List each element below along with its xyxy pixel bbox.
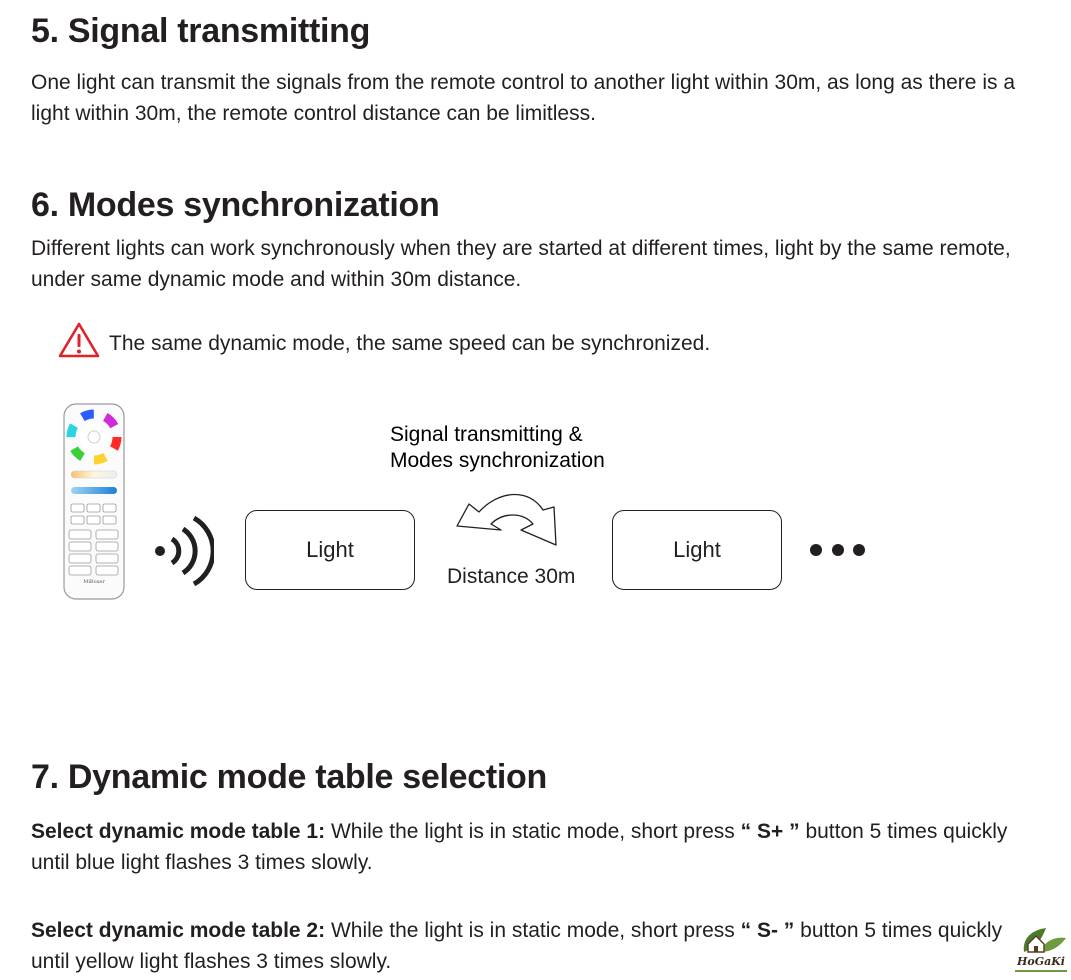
light-label-2: Light: [673, 537, 721, 562]
sync-diagram: [0, 400, 1071, 610]
wireless-signal-icon: [154, 513, 214, 589]
mode-table-1-label: Select dynamic mode table 1:: [31, 820, 326, 843]
diagram-caption: [390, 422, 605, 474]
mode-table-1-text-after: button 5 times quickly until blue light flashes 3 times slowly.: [31, 820, 1008, 874]
hogaki-brand-text: HoGaKi: [1017, 955, 1065, 968]
remote-brand-label: MiBoxer: [83, 579, 105, 585]
mode-table-2-key: “ S- ”: [740, 919, 795, 942]
ellipsis-dot: [853, 544, 865, 556]
remote-control-image: [63, 403, 125, 600]
diagram-caption-line-1: Signal transmitting &: [390, 423, 583, 446]
mode-table-2-paragraph: [31, 915, 1031, 977]
distance-label: Distance 30m: [447, 565, 576, 588]
light-label-1: Light: [306, 537, 354, 562]
mode-table-1-text-before: While the light is in static mode, short press: [330, 820, 735, 843]
mode-table-2-text-before: While the light is in static mode, short press: [330, 919, 735, 942]
ellipsis-dot: [810, 544, 822, 556]
ellipsis-dot: [832, 544, 844, 556]
section-5-body: One light can transmit the signals from the remote control to another light within 30m, as long as there is a light within 30m, the remote control distance can be limitless.: [31, 71, 1015, 125]
mode-table-2-label: Select dynamic mode table 2:: [31, 919, 326, 942]
light-box-2: [612, 510, 782, 590]
hogaki-logo: [1012, 922, 1070, 976]
warning-text: The same dynamic mode, the same speed can be synchronized.: [109, 332, 711, 355]
hogaki-underline: [1015, 970, 1067, 972]
diagram-caption-line-2: Modes synchronization: [390, 449, 605, 472]
section-5-heading: 5. Signal transmitting: [31, 12, 371, 50]
mode-table-2-text-after: button 5 times quickly until yellow light flashes 3 times slowly.: [31, 919, 1003, 973]
section-6-heading: 6. Modes synchronization: [31, 186, 440, 224]
mode-table-1-paragraph: [31, 816, 1031, 878]
hogaki-leaf-icon: [1012, 922, 1070, 958]
section-7-heading: 7. Dynamic mode table selection: [31, 758, 547, 796]
warning-icon: [57, 321, 101, 359]
mode-table-1-key: “ S+ ”: [740, 820, 800, 843]
section-6-body: Different lights can work synchronously when they are started at different times, light by the same remote, under same dynamic mode and within 30m distance.: [31, 237, 1011, 291]
curved-arrow-icon: [455, 486, 560, 548]
light-box-1: [245, 510, 415, 590]
